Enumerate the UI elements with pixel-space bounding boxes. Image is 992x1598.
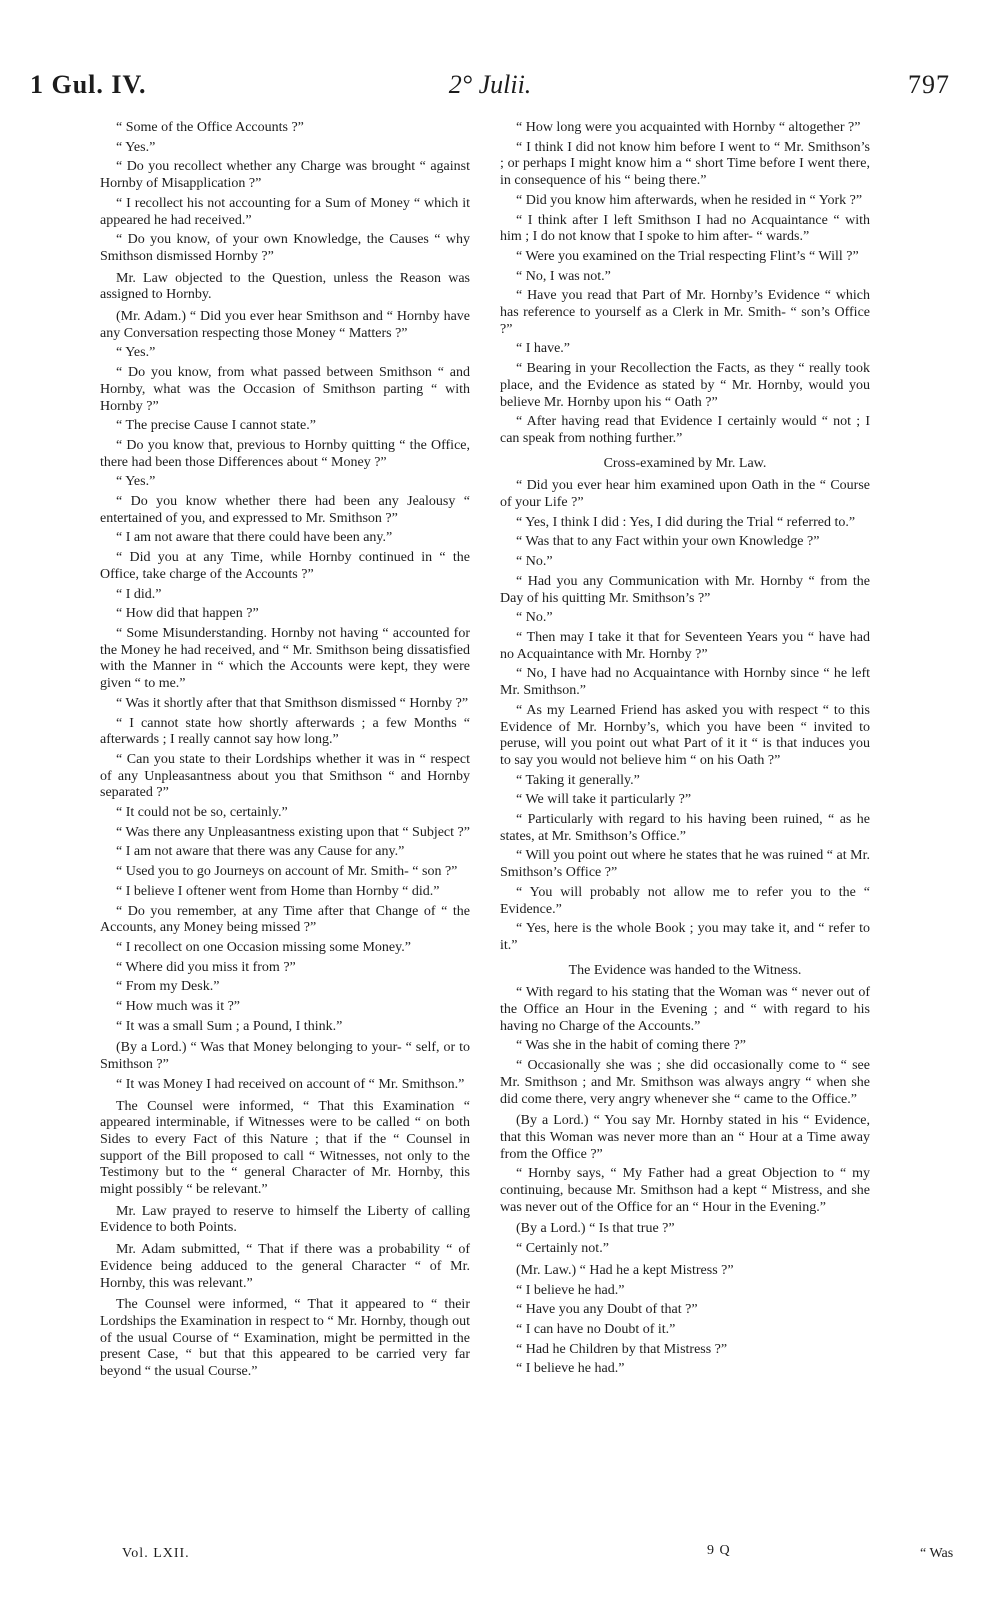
testimony-line: “ No.” bbox=[516, 610, 553, 626]
testimony-line: “ Was there any Unpleasantness existing upon that “ Subject ?” bbox=[116, 824, 470, 840]
testimony-line: “ You will probably not allow me to refer you to the “ Evidence.” bbox=[500, 884, 870, 917]
testimony-line: “ It could not be so, certainly.” bbox=[116, 805, 288, 821]
testimony-line: “ I think I did not know him before I went to “ Mr. Smithson’s ; or perhaps I might know him a “ short Time before I went there, in consequence of his “ being there.” bbox=[500, 139, 870, 189]
statement-paragraph: Mr. Adam submitted, “ That if there was a probability “ of Evidence being adduced to the general Character “ of Mr. Hornby, this was relevant.” bbox=[100, 1242, 470, 1291]
signature-mark: 9 Q bbox=[707, 1543, 731, 1558]
testimony-line: “ Have you any Doubt of that ?” bbox=[516, 1302, 698, 1318]
testimony-line: “ Some Misunderstanding. Hornby not having “ accounted for the Money he had received, and “ Mr. Smithson being dissatisfied with the Manner in “ which the Accounts were kept, they were given “ to me.” bbox=[100, 625, 470, 692]
statement-paragraph: (Mr. Adam.) “ Did you ever hear Smithson and “ Hornby have any Conversation respecting those Money “ Matters ?” bbox=[100, 309, 470, 341]
statement-paragraph: (By a Lord.) “ You say Mr. Hornby stated in his “ Evidence, that this Woman was never more than an “ Hour at a Time away from the Office ?” bbox=[500, 1113, 870, 1162]
testimony-line: “ Taking it generally.” bbox=[516, 772, 640, 788]
testimony-line: “ Bearing in your Recollection the Facts, as they “ really took place, and the Evidence as stated by “ Mr. Hornby, would you believe Mr. Hornby upon his “ Oath ?” bbox=[500, 361, 870, 410]
testimony-line: “ It was a small Sum ; a Pound, I think.” bbox=[116, 1018, 343, 1034]
testimony-line: “ Do you know, from what passed between Smithson “ and Hornby, what was the Occasion of Smithson parting “ with Hornby ?” bbox=[100, 365, 470, 414]
volume-label: Vol. LXII. bbox=[122, 1546, 190, 1561]
catchword: “ Was bbox=[920, 1546, 954, 1561]
section-heading: The Evidence was handed to the Witness. bbox=[568, 962, 802, 978]
left-column bbox=[100, 120, 470, 1384]
page-date: 2° Julii. bbox=[448, 70, 532, 99]
testimony-line: “ No.” bbox=[516, 554, 553, 570]
testimony-line: “ Did you at any Time, while Hornby continued in “ the Office, take charge of the Accounts ?” bbox=[100, 550, 470, 582]
testimony-line: “ Do you recollect whether any Charge was brought “ against Hornby of Misapplication ?” bbox=[100, 159, 470, 192]
testimony-line: “ Certainly not.” bbox=[516, 1241, 609, 1257]
testimony-line: “ Do you know that, previous to Hornby quitting “ the Office, there had been those Differences about “ Money ?” bbox=[100, 437, 470, 470]
testimony-line: “ I recollect his not accounting for a Sum of Money “ which it appeared he had received.” bbox=[100, 195, 470, 228]
testimony-line: “ We will take it particularly ?” bbox=[516, 792, 692, 808]
testimony-line: “ As my Learned Friend has asked you with respect “ to this Evidence of Mr. Hornby’s, which you have been “ invited to peruse, will you point out what Part of it it “ is that induces you to say you would not believe him “ on his Oath ?” bbox=[500, 702, 870, 768]
page-header bbox=[30, 70, 950, 110]
testimony-line: “ Was that to any Fact within your own Knowledge ?” bbox=[516, 534, 820, 550]
testimony-line: “ Was it shortly after that that Smithson dismissed “ Hornby ?” bbox=[116, 695, 469, 711]
testimony-line: “ Have you read that Part of Mr. Hornby’s Evidence “ which has reference to yourself as a Clerk in Mr. Smith- “ son’s Office ?” bbox=[500, 288, 870, 337]
testimony-line: “ Do you know whether there had been any Jealousy “ entertained of you, and expressed to Mr. Smithson ?” bbox=[100, 494, 470, 526]
testimony-line: “ Was she in the habit of coming there ?” bbox=[516, 1038, 746, 1054]
testimony-line: “ Hornby says, “ My Father had a great Objection to “ my continuing, because Mr. Smithson had a kept “ Mistress, and she was never out of the Office for an “ Hour in the Evening.” bbox=[500, 1166, 870, 1215]
testimony-line: “ How much was it ?” bbox=[116, 999, 241, 1015]
testimony-line: “ Then may I take it that for Seventeen Years you “ have had no Acquaintance with Mr. Hornby ?” bbox=[500, 629, 870, 662]
statement-paragraph: The Counsel were informed, “ That it appeared to “ their Lordships the Examination in respect to “ Mr. Hornby, though out of the usual Course of “ Examination, might be permitted in the present Case, “ but that this appeared to be carried very far beyond “ the usual Course.” bbox=[100, 1297, 470, 1380]
right-column bbox=[500, 120, 870, 1381]
testimony-line: “ I can have no Doubt of it.” bbox=[516, 1322, 676, 1337]
statement-paragraph: Mr. Law prayed to reserve to himself the Liberty of calling Evidence to both Points. bbox=[100, 1203, 470, 1236]
regnal-year: 1 Gul. IV. bbox=[30, 70, 147, 99]
statement-paragraph: (By a Lord.) “ Is that true ?” bbox=[516, 1221, 675, 1237]
testimony-line: “ Can you state to their Lordships whether it was in “ respect of any Unpleasantness about you that Smithson “ and Hornby separated ?” bbox=[100, 751, 470, 801]
testimony-line: “ I believe I oftener went from Home than Hornby “ did.” bbox=[116, 883, 440, 899]
testimony-line: “ With regard to his stating that the Woman was “ never out of the Office an Hour in the Evening ; and “ with regard to his having no Charge of the Accounts.” bbox=[500, 985, 870, 1034]
testimony-line: “ Used you to go Journeys on account of Mr. Smith- “ son ?” bbox=[116, 864, 458, 880]
testimony-line: “ Occasionally she was ; she did occasionally come to “ see Mr. Smithson ; and Mr. Smithson was always angry “ when she did come there, very angry whenever she “ came to the Office.” bbox=[500, 1058, 870, 1107]
testimony-line: “ No, I was not.” bbox=[516, 268, 611, 284]
testimony-line: “ I have.” bbox=[516, 341, 571, 357]
testimony-line: “ I believe he had.” bbox=[516, 1361, 625, 1377]
testimony-line: “ Particularly with regard to his having been ruined, “ as he states, at Mr. Smithson’s Office.” bbox=[500, 812, 870, 844]
statement-paragraph: Mr. Law objected to the Question, unless the Reason was assigned to Hornby. bbox=[100, 270, 470, 303]
testimony-line: “ Were you examined on the Trial respecting Flint’s “ Will ?” bbox=[516, 248, 859, 264]
testimony-line: “ Some of the Office Accounts ?” bbox=[116, 120, 304, 135]
testimony-line: “ I did.” bbox=[116, 586, 162, 602]
testimony-line: “ Had he Children by that Mistress ?” bbox=[516, 1341, 728, 1357]
testimony-line: “ How long were you acquainted with Hornby “ altogether ?” bbox=[516, 120, 861, 135]
testimony-line: “ I recollect on one Occasion missing some Money.” bbox=[116, 939, 411, 955]
testimony-line: “ After having read that Evidence I certainly would “ not ; I can speak from nothing further.” bbox=[500, 414, 870, 446]
testimony-line: “ No, I have had no Acquaintance with Hornby since “ he left Mr. Smithson.” bbox=[500, 666, 870, 699]
testimony-line: “ Will you point out where he states that he was ruined “ at Mr. Smithson’s Office ?” bbox=[500, 848, 870, 881]
testimony-line: “ I am not aware that there could have been any.” bbox=[116, 530, 393, 546]
testimony-line: “ I think after I left Smithson I had no Acquaintance “ with him ; I do not know that I spoke to him after- “ wards.” bbox=[500, 212, 870, 245]
testimony-line: “ Did you ever hear him examined upon Oath in the “ Course of your Life ?” bbox=[500, 478, 870, 511]
testimony-line: “ How did that happen ?” bbox=[116, 606, 259, 622]
testimony-line: “ Where did you miss it from ?” bbox=[116, 959, 296, 975]
testimony-line: “ Do you remember, at any Time after that Change of “ the Accounts, any Money being missed ?” bbox=[100, 903, 470, 936]
testimony-line: “ I am not aware that there was any Cause for any.” bbox=[116, 844, 405, 860]
testimony-line: “ Do you know, of your own Knowledge, the Causes “ why Smithson dismissed Hornby ?” bbox=[100, 232, 470, 264]
testimony-line: “ It was Money I had received on account of “ Mr. Smithson.” bbox=[116, 1076, 465, 1092]
statement-paragraph: (Mr. Law.) “ Had he a kept Mistress ?” bbox=[516, 1262, 734, 1278]
statement-paragraph: (By a Lord.) “ Was that Money belonging to your- “ self, or to Smithson ?” bbox=[100, 1040, 470, 1073]
testimony-line: “ I cannot state how shortly afterwards ; a few Months “ afterwards ; I really cannot say how long.” bbox=[100, 715, 470, 748]
testimony-line: “ Yes.” bbox=[116, 474, 156, 490]
testimony-line: “ Yes, here is the whole Book ; you may take it, and “ refer to it.” bbox=[500, 921, 870, 953]
page-number: 797 bbox=[908, 70, 950, 99]
section-heading: Cross-examined by Mr. Law. bbox=[603, 455, 767, 471]
testimony-line: “ The precise Cause I cannot state.” bbox=[116, 418, 316, 434]
testimony-line: “ Yes.” bbox=[116, 139, 156, 155]
testimony-line: “ Had you any Communication with Mr. Hornby “ from the Day of his quitting Mr. Smithson’s ?” bbox=[500, 573, 870, 606]
testimony-line: “ Yes, I think I did : Yes, I did during the Trial “ referred to.” bbox=[516, 514, 856, 530]
statement-paragraph: The Counsel were informed, “ That this Examination “ appeared interminable, if Witnesses were to be called “ on both Sides to every Fact of this Nature ; that if the “ Counsel in support of the Bill proposed to call “ Witnesses, not only to the Testimony but to the “ general Character of Mr. Hornby, this might possibly “ be relevant.” bbox=[100, 1098, 470, 1198]
testimony-line: “ Yes.” bbox=[116, 345, 156, 361]
testimony-line: “ From my Desk.” bbox=[116, 979, 220, 995]
testimony-line: “ I believe he had.” bbox=[516, 1282, 625, 1298]
testimony-line: “ Did you know him afterwards, when he resided in “ York ?” bbox=[516, 192, 863, 208]
